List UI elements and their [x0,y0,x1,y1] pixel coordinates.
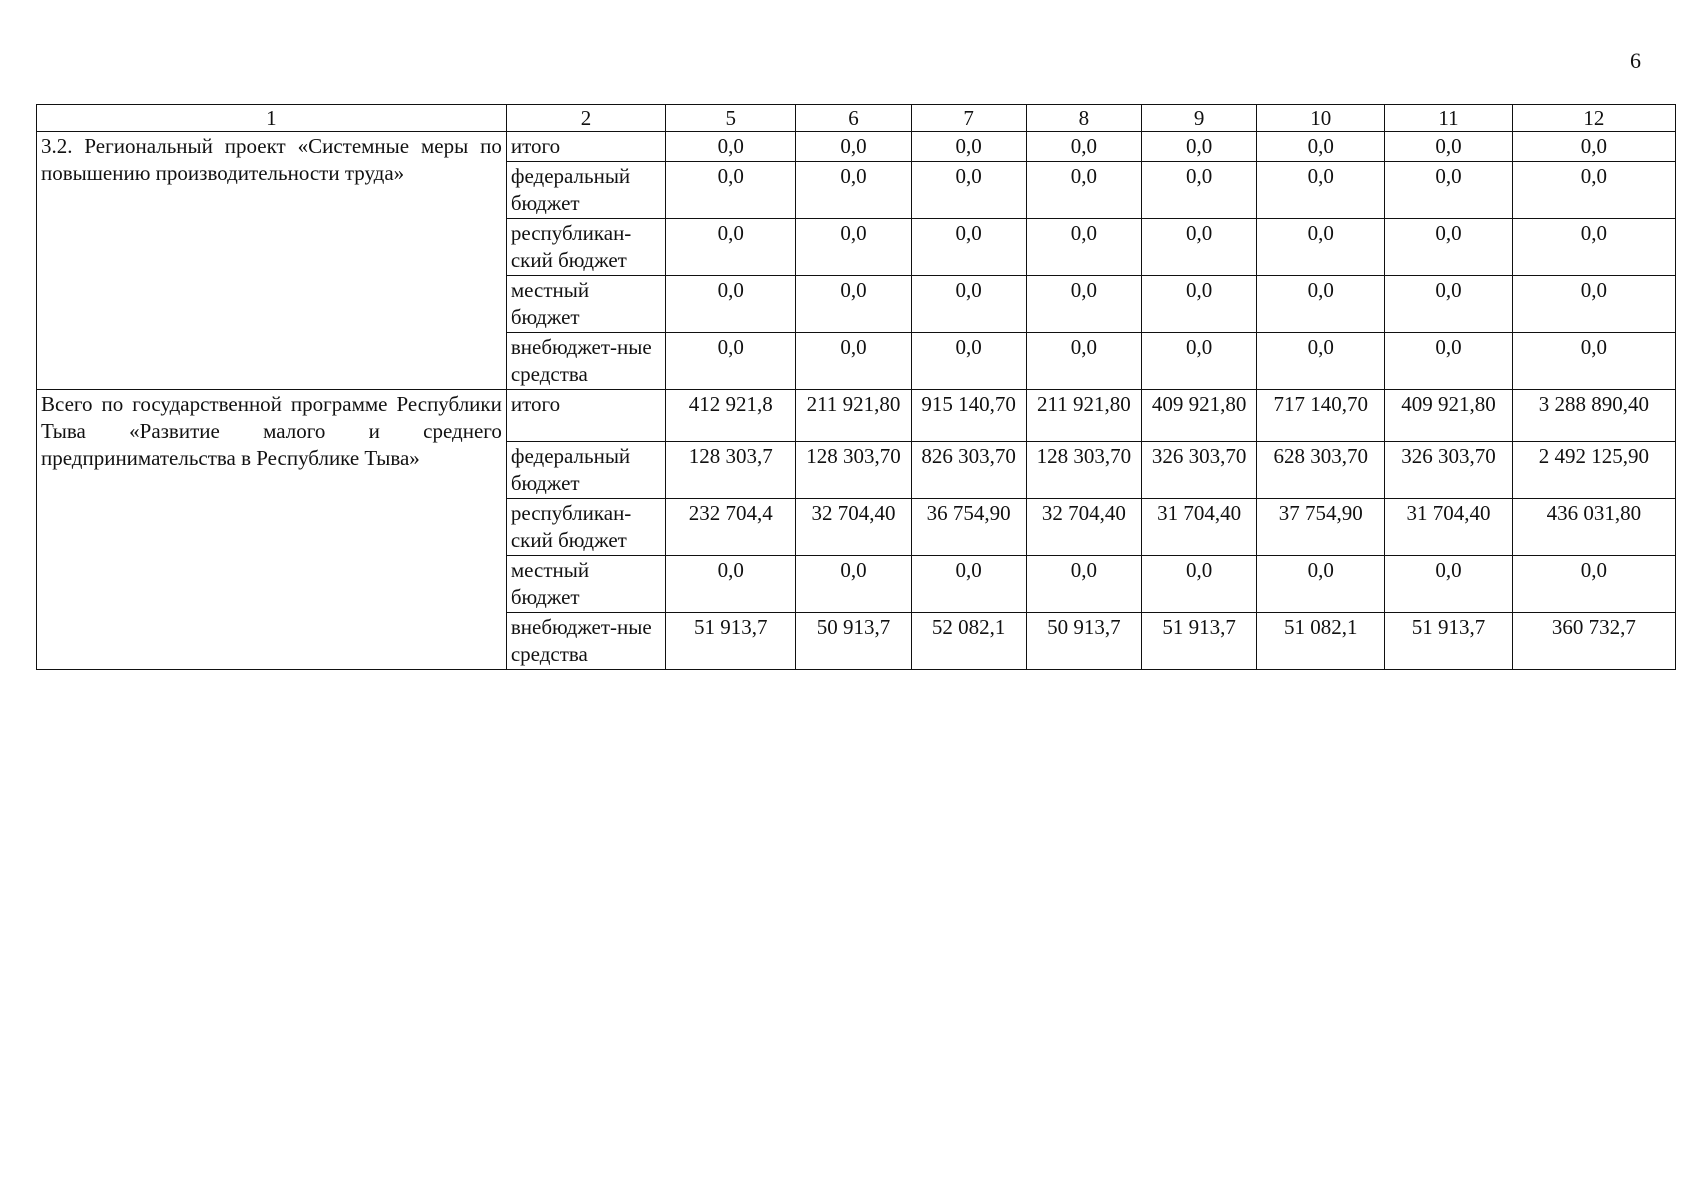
value-cell: 0,0 [1026,219,1141,276]
column-header: 7 [911,105,1026,132]
value-cell: 0,0 [1257,219,1385,276]
column-header: 11 [1385,105,1512,132]
value-cell: 0,0 [796,132,911,162]
funding-source: внебюджет-ные средства [506,613,665,670]
value-cell: 0,0 [666,162,796,219]
table-body [37,132,1676,670]
value-cell: 0,0 [1512,333,1675,390]
value-cell: 0,0 [1385,276,1512,333]
value-cell: 0,0 [1141,162,1256,219]
value-cell: 0,0 [1026,276,1141,333]
value-cell: 0,0 [796,162,911,219]
funding-source: итого [506,132,665,162]
value-cell: 0,0 [1257,556,1385,613]
value-cell: 211 921,80 [796,390,911,442]
funding-source: внебюджет-ные средства [506,333,665,390]
value-cell: 50 913,7 [1026,613,1141,670]
value-cell: 0,0 [1257,333,1385,390]
value-cell: 232 704,4 [666,499,796,556]
value-cell: 0,0 [666,333,796,390]
value-cell: 31 704,40 [1385,499,1512,556]
value-cell: 0,0 [1141,333,1256,390]
value-cell: 51 082,1 [1257,613,1385,670]
column-header: 10 [1257,105,1385,132]
funding-source: республикан-ский бюджет [506,219,665,276]
value-cell: 0,0 [911,276,1026,333]
value-cell: 2 492 125,90 [1512,442,1675,499]
value-cell: 0,0 [1141,219,1256,276]
value-cell: 31 704,40 [1141,499,1256,556]
column-header: 2 [506,105,665,132]
value-cell: 0,0 [796,556,911,613]
funding-source: местный бюджет [506,276,665,333]
value-cell: 0,0 [796,333,911,390]
value-cell: 36 754,90 [911,499,1026,556]
value-cell: 0,0 [1512,276,1675,333]
value-cell: 0,0 [1026,556,1141,613]
value-cell: 360 732,7 [1512,613,1675,670]
value-cell: 0,0 [1257,162,1385,219]
value-cell: 0,0 [1512,219,1675,276]
value-cell: 0,0 [1026,333,1141,390]
value-cell: 0,0 [666,556,796,613]
value-cell: 826 303,70 [911,442,1026,499]
column-header: 5 [666,105,796,132]
funding-source: федеральный бюджет [506,442,665,499]
value-cell: 0,0 [1141,132,1256,162]
value-cell: 326 303,70 [1141,442,1256,499]
value-cell: 0,0 [1385,219,1512,276]
value-cell: 0,0 [1257,276,1385,333]
value-cell: 128 303,70 [1026,442,1141,499]
value-cell: 0,0 [1257,132,1385,162]
column-header: 8 [1026,105,1141,132]
column-header: 6 [796,105,911,132]
value-cell: 0,0 [911,333,1026,390]
section-title: Всего по государственной программе Республики Тыва «Развитие малого и среднего предпринимательства в Республике Тыва» [37,390,507,670]
value-cell: 412 921,8 [666,390,796,442]
value-cell: 0,0 [1512,132,1675,162]
value-cell: 0,0 [1385,132,1512,162]
value-cell: 0,0 [796,219,911,276]
value-cell: 436 031,80 [1512,499,1675,556]
value-cell: 0,0 [1141,276,1256,333]
value-cell: 3 288 890,40 [1512,390,1675,442]
table-row [37,390,1676,442]
table-row [37,132,1676,162]
table-header-row [37,105,1676,132]
funding-source: итого [506,390,665,442]
value-cell: 37 754,90 [1257,499,1385,556]
value-cell: 50 913,7 [796,613,911,670]
budget-table [36,104,1676,670]
value-cell: 32 704,40 [796,499,911,556]
value-cell: 51 913,7 [666,613,796,670]
value-cell: 51 913,7 [1141,613,1256,670]
value-cell: 0,0 [1512,162,1675,219]
value-cell: 0,0 [911,219,1026,276]
value-cell: 409 921,80 [1385,390,1512,442]
value-cell: 628 303,70 [1257,442,1385,499]
value-cell: 0,0 [1026,132,1141,162]
value-cell: 0,0 [666,132,796,162]
value-cell: 0,0 [911,132,1026,162]
value-cell: 0,0 [1026,162,1141,219]
value-cell: 915 140,70 [911,390,1026,442]
value-cell: 32 704,40 [1026,499,1141,556]
value-cell: 52 082,1 [911,613,1026,670]
column-header: 9 [1141,105,1256,132]
funding-source: республикан-ский бюджет [506,499,665,556]
column-header: 1 [37,105,507,132]
page-number: 6 [1630,48,1641,73]
value-cell: 717 140,70 [1257,390,1385,442]
value-cell: 0,0 [1385,162,1512,219]
value-cell: 0,0 [666,276,796,333]
value-cell: 0,0 [1385,556,1512,613]
value-cell: 128 303,70 [796,442,911,499]
funding-source: федеральный бюджет [506,162,665,219]
value-cell: 0,0 [796,276,911,333]
value-cell: 0,0 [1141,556,1256,613]
value-cell: 0,0 [911,162,1026,219]
value-cell: 211 921,80 [1026,390,1141,442]
value-cell: 409 921,80 [1141,390,1256,442]
value-cell: 0,0 [911,556,1026,613]
column-header: 12 [1512,105,1675,132]
value-cell: 0,0 [1385,333,1512,390]
value-cell: 0,0 [666,219,796,276]
value-cell: 0,0 [1512,556,1675,613]
value-cell: 326 303,70 [1385,442,1512,499]
funding-source: местный бюджет [506,556,665,613]
value-cell: 128 303,7 [666,442,796,499]
section-title: 3.2. Региональный проект «Системные меры по повышению производительности труда» [37,132,507,390]
value-cell: 51 913,7 [1385,613,1512,670]
